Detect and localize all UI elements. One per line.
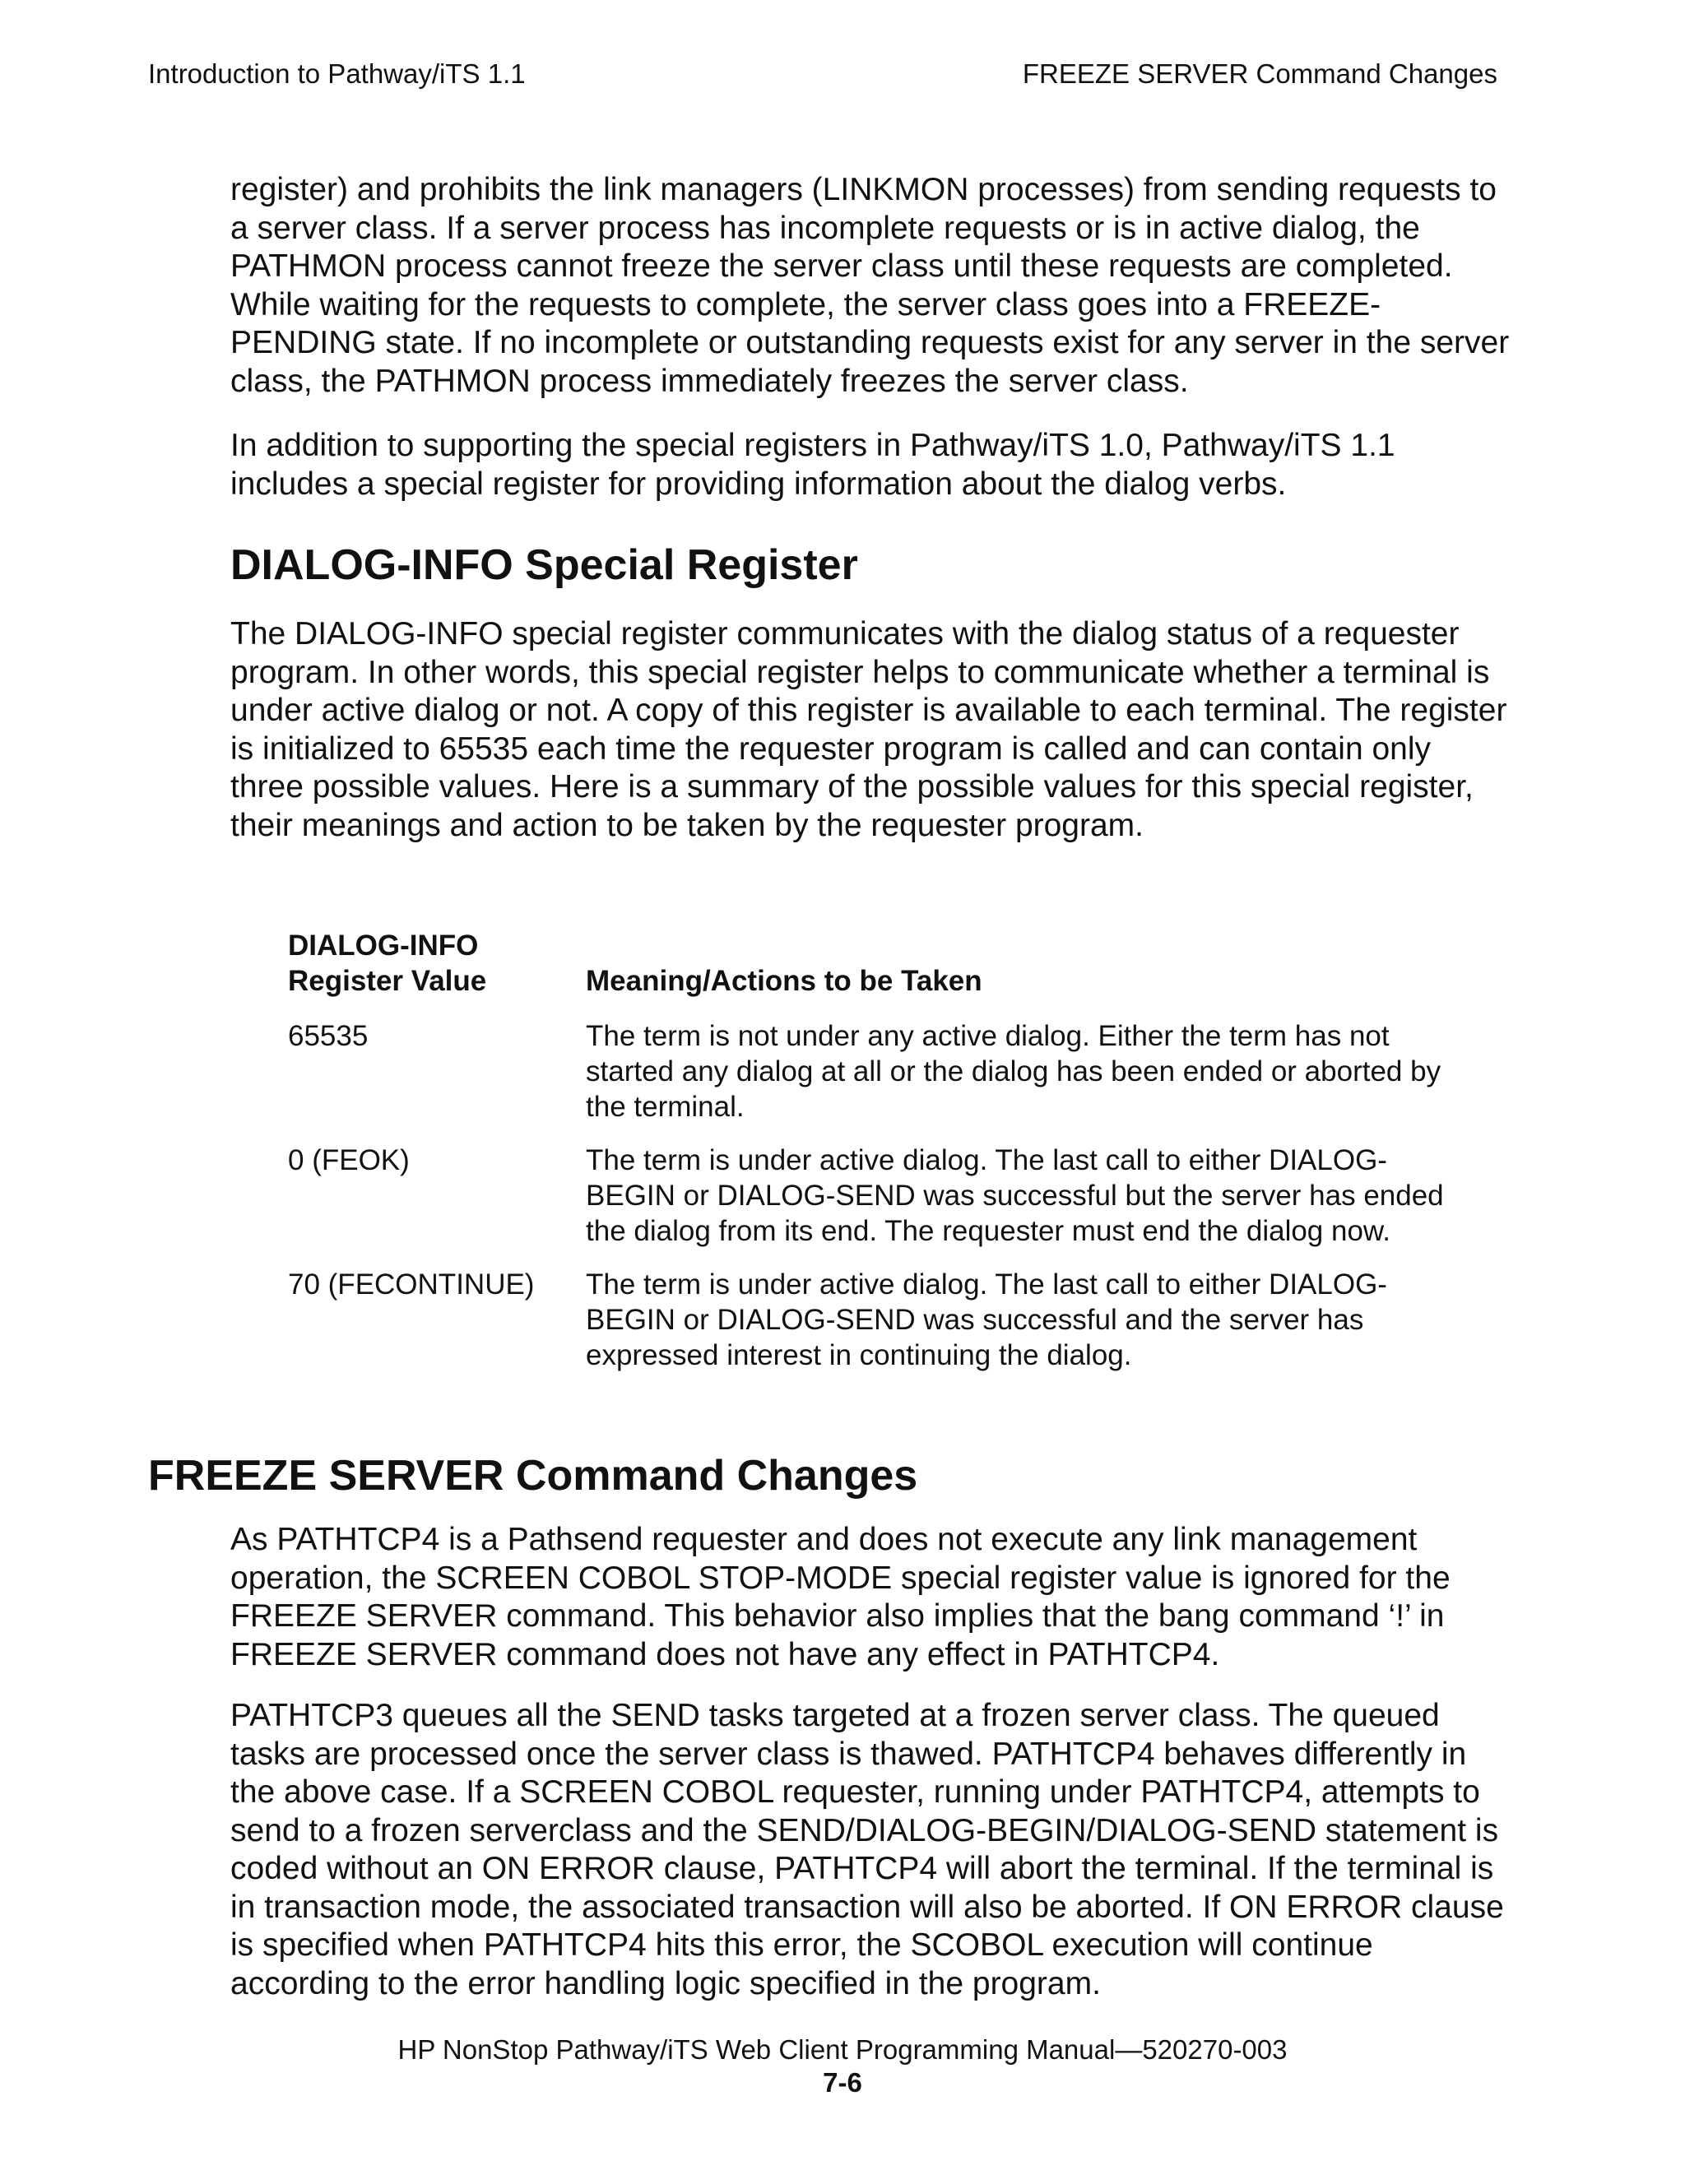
table-row	[288, 1143, 1465, 1249]
freeze-server-paragraph-1: As PATHTCP4 is a Pathsend requester and does not execute any link management operation, the SCREEN COBOL STOP-MODE special register value is ignored for the FREEZE SERVER command. This behavior also implies that the bang command ‘!’ in FREEZE SERVER command does not have any effect in PATHTCP4.	[230, 1522, 1451, 1672]
freeze-server-heading: FREEZE SERVER Command Changes	[148, 1452, 918, 1500]
footer-page-number: 7-6	[823, 2067, 862, 2098]
table-cell-meaning: The term is under active dialog. The last call to either DIALOG-BEGIN or DIALOG-SEND was successful but the server has ended the dialog from its end. The requester must end the dialog now.	[586, 1144, 1444, 1247]
table-row	[288, 1018, 1465, 1124]
intro-paragraph-1: register) and prohibits the link managers (LINKMON processes) from sending requests to a server class. If a server process has incomplete requests or is in active dialog, the PATHMON process cannot freeze the server class until these requests are completed. While waiting for the requests to complete, the server class goes into a FREEZE-PENDING state. If no incomplete or outstanding requests exist for any server in the server class, the PATHMON process immediately freezes the server class.	[230, 172, 1510, 399]
dialog-info-heading: DIALOG-INFO Special Register	[230, 541, 858, 589]
header-document-title: Introduction to Pathway/iTS 1.1	[148, 58, 526, 89]
table-header	[288, 928, 1465, 1000]
table-cell-meaning: The term is not under any active dialog. Either the term has not started any dialog at all or the dialog has been ended or aborted by the terminal.	[586, 1020, 1441, 1123]
table-header-register-value-line1: DIALOG-INFO	[288, 930, 479, 962]
table-cell-value: 0 (FEOK)	[288, 1144, 410, 1176]
dialog-info-paragraph: The DIALOG-INFO special register communicates with the dialog status of a requester program. In other words, this special register helps to communicate whether a terminal is under active dialog or not. A copy of this register is available to each terminal. The register is initialized to 65535 each time the requester program is called and can contain only three possible values. Here is a summary of the possible values for this special register, their meanings and action to be taken by the requester program.	[230, 616, 1507, 843]
intro-paragraph-2: In addition to supporting the special registers in Pathway/iTS 1.0, Pathway/iTS 1.1 includes a special register for providing information about the dialog verbs.	[230, 428, 1395, 502]
freeze-server-paragraph-2: PATHTCP3 queues all the SEND tasks targeted at a frozen server class. The queued tasks are processed once the server class is thawed. PATHTCP4 behaves differently in the above case. If a SCREEN COBOL requester, running under PATHTCP4, attempts to send to a frozen serverclass and the SEND/DIALOG-BEGIN/DIALOG-SEND statement is coded without an ON ERROR clause, PATHTCP4 will abort the terminal. If the terminal is in transaction mode, the associated transaction will also be aborted. If ON ERROR clause is specified when PATHTCP4 hits this error, the SCOBOL execution will continue according to the error handling logic specified in the program.	[230, 1698, 1504, 2001]
footer-manual-title: HP NonStop Pathway/iTS Web Client Programming Manual—520270-003	[397, 2034, 1288, 2065]
table-header-register-value	[288, 928, 568, 999]
table-cell-meaning: The term is under active dialog. The last call to either DIALOG-BEGIN or DIALOG-SEND was successful and the server has expressed interest in continuing the dialog.	[586, 1268, 1387, 1371]
table-header-register-value-line2: Register Value	[288, 965, 487, 997]
dialog-info-table	[288, 928, 1465, 1373]
table-cell-value: 70 (FECONTINUE)	[288, 1268, 535, 1301]
header-section-title: FREEZE SERVER Command Changes	[1022, 58, 1497, 89]
table-cell-value: 65535	[288, 1020, 369, 1052]
table-row	[288, 1267, 1465, 1373]
table-header-meaning: Meaning/Actions to be Taken	[586, 965, 982, 997]
page-footer	[0, 2033, 1685, 2099]
